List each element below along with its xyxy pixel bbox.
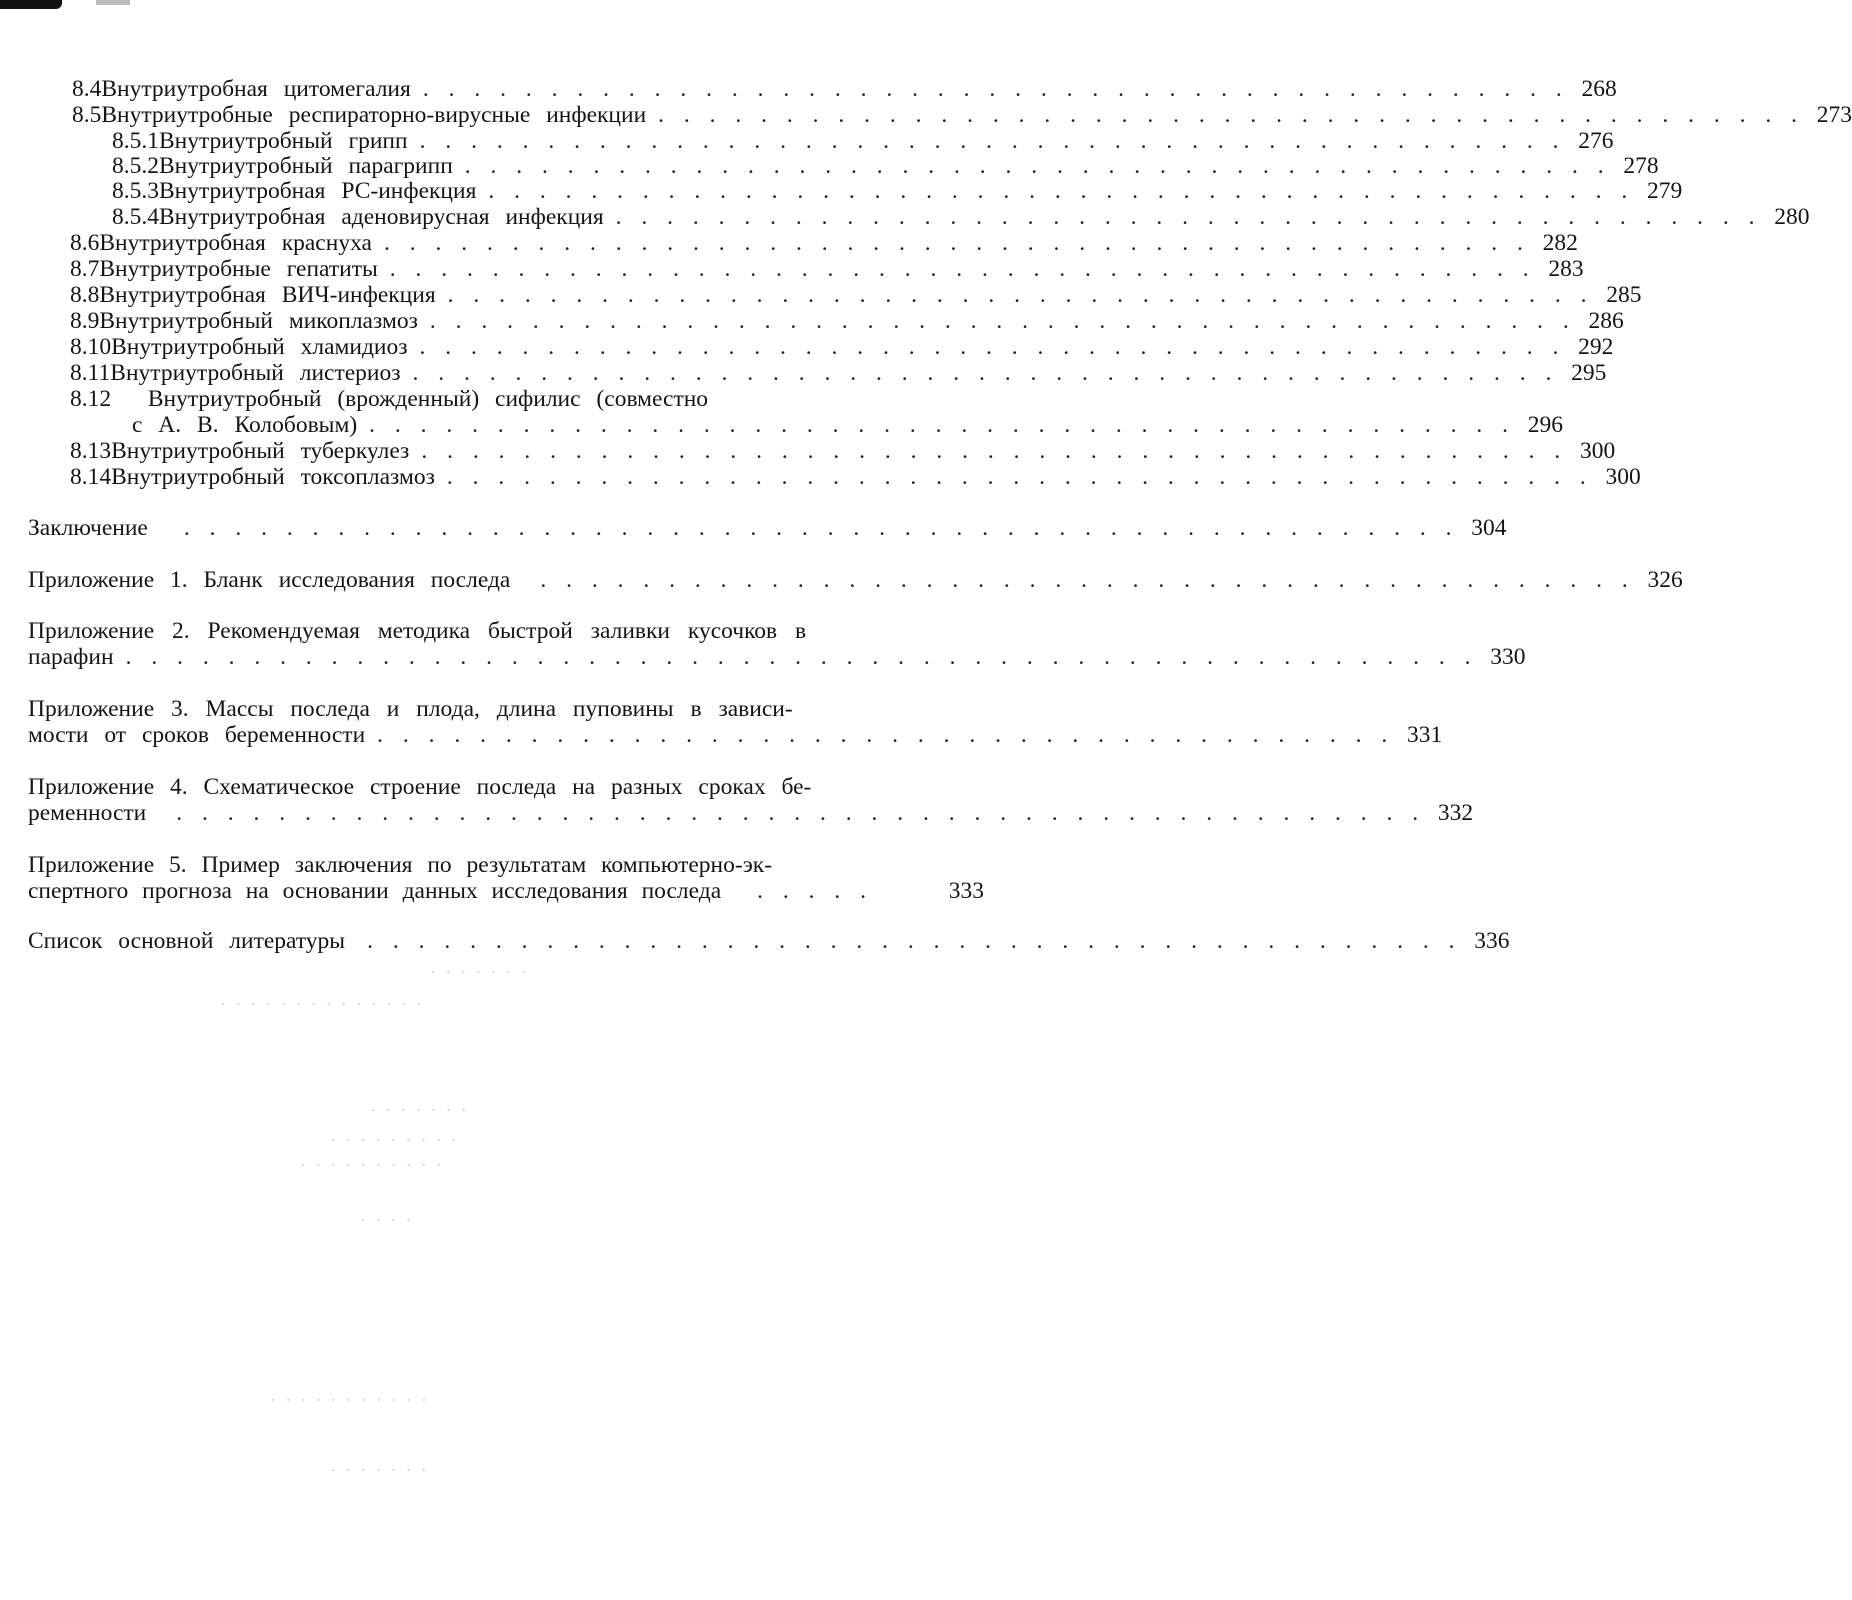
toc-entry-title: Внутриутробный грипп — [159, 128, 408, 154]
toc-entry-8-5-2 — [112, 153, 1659, 179]
toc-entry-8-8 — [70, 282, 1642, 308]
toc-entry-number: 8.5.2 — [112, 153, 159, 179]
toc-page-number: 300 — [1579, 438, 1616, 464]
toc-entry-appendix-1 — [28, 567, 1683, 593]
toc-entry-appendix-2-first-line: Приложение 2. Рекомендуемая методика быстрой заливки кусочков в — [28, 618, 807, 644]
toc-page-number: 273 — [1816, 102, 1852, 128]
toc-entry-title: Внутриутробная краснуха — [99, 230, 372, 256]
toc-dot-leader: . . . . . — [757, 878, 874, 904]
toc-entry-title: Внутриутробная цитомегалия — [101, 76, 411, 102]
toc-entry-number: 8.14 — [70, 464, 112, 490]
toc-entry-appendix-5-first-line: Приложение 5. Пример заключения по результатам компьютерно-эк- — [28, 852, 773, 878]
toc-page-number: 332 — [1437, 800, 1474, 826]
toc-entry-8-5 — [72, 102, 1852, 128]
toc-dot-leader: . . . . . . . . . . . . . . . . . . . . . . . . . . . . . . . . . . . . . . . . . . . . . — [421, 438, 1568, 464]
bleed-through-smudge: · · · · · · · — [430, 962, 529, 983]
toc-dot-leader: . . . . . . . . . . . . . . . . . . . . . . . . . . . . . . . . . . . . . . . . . . . . . — [419, 334, 1566, 360]
toc-page-number: 330 — [1490, 644, 1526, 670]
toc-entry-8-13 — [70, 438, 1616, 464]
toc-dot-leader: . . . . . . . . . . . . . . . . . . . . . . . . . . . . . . . . . . . . . . . . . . . . . — [615, 204, 1762, 230]
toc-entry-8-5-3 — [112, 178, 1683, 204]
toc-entry-number: 8.12 — [70, 386, 112, 412]
toc-dot-leader: . . . . . . . . . . . . . . . . . . . . . . . . . . . . . . . . . . . . . . . . . . . . . — [422, 76, 1569, 102]
toc-dot-leader: . . . . . . . . . . . . . . . . . . . . . . . . . . . . . . . . . . . . . . . . . . . . . — [419, 128, 1566, 154]
toc-entry-8-9 — [70, 308, 1624, 334]
toc-entry-number: 8.8 — [70, 282, 100, 308]
toc-page-number: 285 — [1606, 282, 1642, 308]
toc-entry-appendix-5 — [28, 878, 984, 904]
toc-dot-leader: . . . . . . . . . . . . . . . . . . . . . . . . . . . . . . . . . . . . . . . . . . . . . — [464, 153, 1611, 179]
toc-entry-title: Внутриутробный (врожденный) сифилис (совместно — [147, 386, 709, 412]
toc-entry-number: 8.7 — [70, 256, 100, 282]
toc-entry-title: Внутриутробные гепатиты — [99, 256, 378, 282]
bleed-through-smudge: · · · · · · · — [370, 1100, 469, 1121]
toc-page-number: 333 — [948, 878, 984, 904]
toc-entry-8-6 — [70, 230, 1578, 256]
toc-entry-title-continuation: мости от сроков беременности — [28, 722, 366, 748]
toc-dot-leader: . . . . . . . . . . . . . . . . . . . . . . . . . . . . . . . . . . . . . . . . . . . . . . . . . — [176, 800, 1426, 826]
toc-entry-title-continuation: парафин — [28, 644, 114, 670]
toc-page-number: 276 — [1578, 128, 1614, 154]
toc-entry-8-12 — [132, 412, 1564, 438]
toc-entry-8-11 — [70, 360, 1607, 386]
toc-dot-leader: . . . . . . . . . . . . . . . . . . . . . . . . . . . . . . . . . . . . . . . . — [377, 722, 1395, 748]
toc-entry-number: 8.11 — [70, 360, 111, 386]
toc-entry-title: Внутриутробный туберкулез — [111, 438, 410, 464]
bleed-through-smudge: · · · · — [360, 1210, 414, 1231]
toc-entry-number: 8.5 — [72, 102, 102, 128]
toc-entry-8-7 — [70, 256, 1584, 282]
bleed-through-smudge: · · · · · · · · · · — [300, 1155, 445, 1176]
toc-entry-appendix-3 — [28, 722, 1443, 748]
toc-entry-title: Внутриутробный токсоплазмоз — [111, 464, 435, 490]
toc-dot-leader: . . . . . . . . . . . . . . . . . . . . . . . . . . . . . . . . . . . . . . . . . . . . . — [389, 256, 1536, 282]
toc-dot-leader: . . . . . . . . . . . . . . . . . . . . . . . . . . . . . . . . . . . . . . . . . . . — [540, 567, 1635, 593]
toc-page-number: 268 — [1581, 76, 1617, 102]
toc-entry-appendix-3-first-line: Приложение 3. Массы последа и плода, длина пуповины в зависи- — [28, 696, 793, 722]
toc-entry-8-5-1 — [112, 128, 1614, 154]
toc-entry-appendix-2 — [28, 644, 1526, 670]
toc-entry-title: Внутриутробный хламидиоз — [111, 334, 408, 360]
toc-page-number: 280 — [1774, 204, 1810, 230]
bleed-through-smudge: · · · · · · · · · · · — [270, 1390, 430, 1411]
toc-entry-8-14 — [70, 464, 1641, 490]
toc-page-number: 336 — [1474, 928, 1510, 954]
toc-entry-8-4 — [72, 76, 1617, 102]
toc-entry-title: Внутриутробная РС-инфекция — [159, 178, 477, 204]
toc-entry-title: Внутриутробная ВИЧ-инфекция — [99, 282, 436, 308]
toc-entry-number: 8.5.4 — [112, 204, 159, 230]
toc-page-number: 296 — [1527, 412, 1564, 438]
toc-dot-leader: . . . . . . . . . . . . . . . . . . . . . . . . . . . . . . . . . . . . . . . . . . . . . — [488, 178, 1635, 204]
toc-page-number: 295 — [1571, 360, 1607, 386]
toc-dot-leader: . . . . . . . . . . . . . . . . . . . . . . . . . . . . . . . . . . . . . . . . . . . . . . . . . . . . . — [125, 644, 1478, 670]
toc-dot-leader: . . . . . . . . . . . . . . . . . . . . . . . . . . . . . . . . . . . . . . . . . . . . . — [383, 230, 1530, 256]
toc-page-number: 278 — [1623, 153, 1659, 179]
toc-entry-title: Приложение 1. Бланк исследования последа — [28, 567, 511, 593]
toc-page-number: 286 — [1588, 308, 1624, 334]
toc-entry-title: Внутриутробная аденовирусная инфекция — [159, 204, 604, 230]
toc-entry-number: 8.5.1 — [112, 128, 159, 154]
toc-entry-title: Заключение — [28, 515, 148, 541]
toc-dot-leader: . . . . . . . . . . . . . . . . . . . . . . . . . . . . . . . . . . . . . . . . . . . . . . . . . . — [183, 515, 1459, 541]
bleed-through-smudge: · · · · · · · · · — [330, 1130, 459, 1151]
toc-entry-number: 8.10 — [70, 334, 112, 360]
toc-dot-leader: . . . . . . . . . . . . . . . . . . . . . . . . . . . . . . . . . . . . . . . . . . . . . — [446, 464, 1593, 490]
toc-entry-8-10 — [70, 334, 1614, 360]
toc-dot-leader: . . . . . . . . . . . . . . . . . . . . . . . . . . . . . . . . . . . . . . . . . . . . . — [447, 282, 1594, 308]
toc-entry-number: 8.6 — [70, 230, 100, 256]
toc-entry-title: Внутриутробный парагрипп — [159, 153, 453, 179]
toc-page-number: 283 — [1548, 256, 1584, 282]
toc-dot-leader: . . . . . . . . . . . . . . . . . . . . . . . . . . . . . . . . . . . . . . . . . . . . . — [658, 102, 1805, 128]
toc-entry-title: Внутриутробный листериоз — [110, 360, 401, 386]
toc-entry-title: Внутриутробные респираторно-вирусные инфекции — [101, 102, 647, 128]
toc-entry-8-12-first-line — [70, 386, 708, 412]
toc-page-number: 331 — [1407, 722, 1443, 748]
toc-entry-number: 8.4 — [72, 76, 102, 102]
toc-entry-8-5-4 — [112, 204, 1810, 230]
toc-dot-leader: . . . . . . . . . . . . . . . . . . . . . . . . . . . . . . . . . . . . . . . . . . . . . — [369, 412, 1516, 438]
toc-page-number: 279 — [1647, 178, 1683, 204]
toc-page-number: 300 — [1605, 464, 1641, 490]
toc-page-number: 292 — [1578, 334, 1614, 360]
toc-entry-number: 8.9 — [70, 308, 100, 334]
toc-entry-conclusion — [28, 515, 1507, 541]
toc-dot-leader: . . . . . . . . . . . . . . . . . . . . . . . . . . . . . . . . . . . . . . . . . . . . . — [412, 360, 1559, 386]
toc-page-number: 282 — [1542, 230, 1578, 256]
toc-entry-title-continuation: спертного прогноза на основании данных исследования последа — [28, 878, 722, 904]
toc-page-number: 326 — [1647, 567, 1683, 593]
bleed-through-smudge: · · · · · · · — [330, 1460, 429, 1481]
toc-page-number: 304 — [1471, 515, 1507, 541]
toc-entry-appendix-4-first-line: Приложение 4. Схематическое строение последа на разных сроках бе- — [28, 774, 812, 800]
toc-entry-title: Список основной литературы — [28, 928, 346, 954]
toc-dot-leader: . . . . . . . . . . . . . . . . . . . . . . . . . . . . . . . . . . . . . . . . . . . — [367, 928, 1462, 954]
toc-entry-number: 8.5.3 — [112, 178, 159, 204]
toc-entry-title-continuation: ременности — [28, 800, 147, 826]
toc-entry-number: 8.13 — [70, 438, 112, 464]
toc-entry-appendix-4 — [28, 800, 1474, 826]
toc-entry-title: Внутриутробный микоплазмоз — [99, 308, 418, 334]
bleed-through-smudge: · · · · · · · · · · · · · · — [220, 994, 425, 1015]
toc-entry-title-continuation: с А. В. Колобовым) — [132, 412, 358, 438]
toc-dot-leader: . . . . . . . . . . . . . . . . . . . . . . . . . . . . . . . . . . . . . . . . . . . . . — [429, 308, 1576, 334]
toc-entry-bibliography — [28, 928, 1510, 954]
